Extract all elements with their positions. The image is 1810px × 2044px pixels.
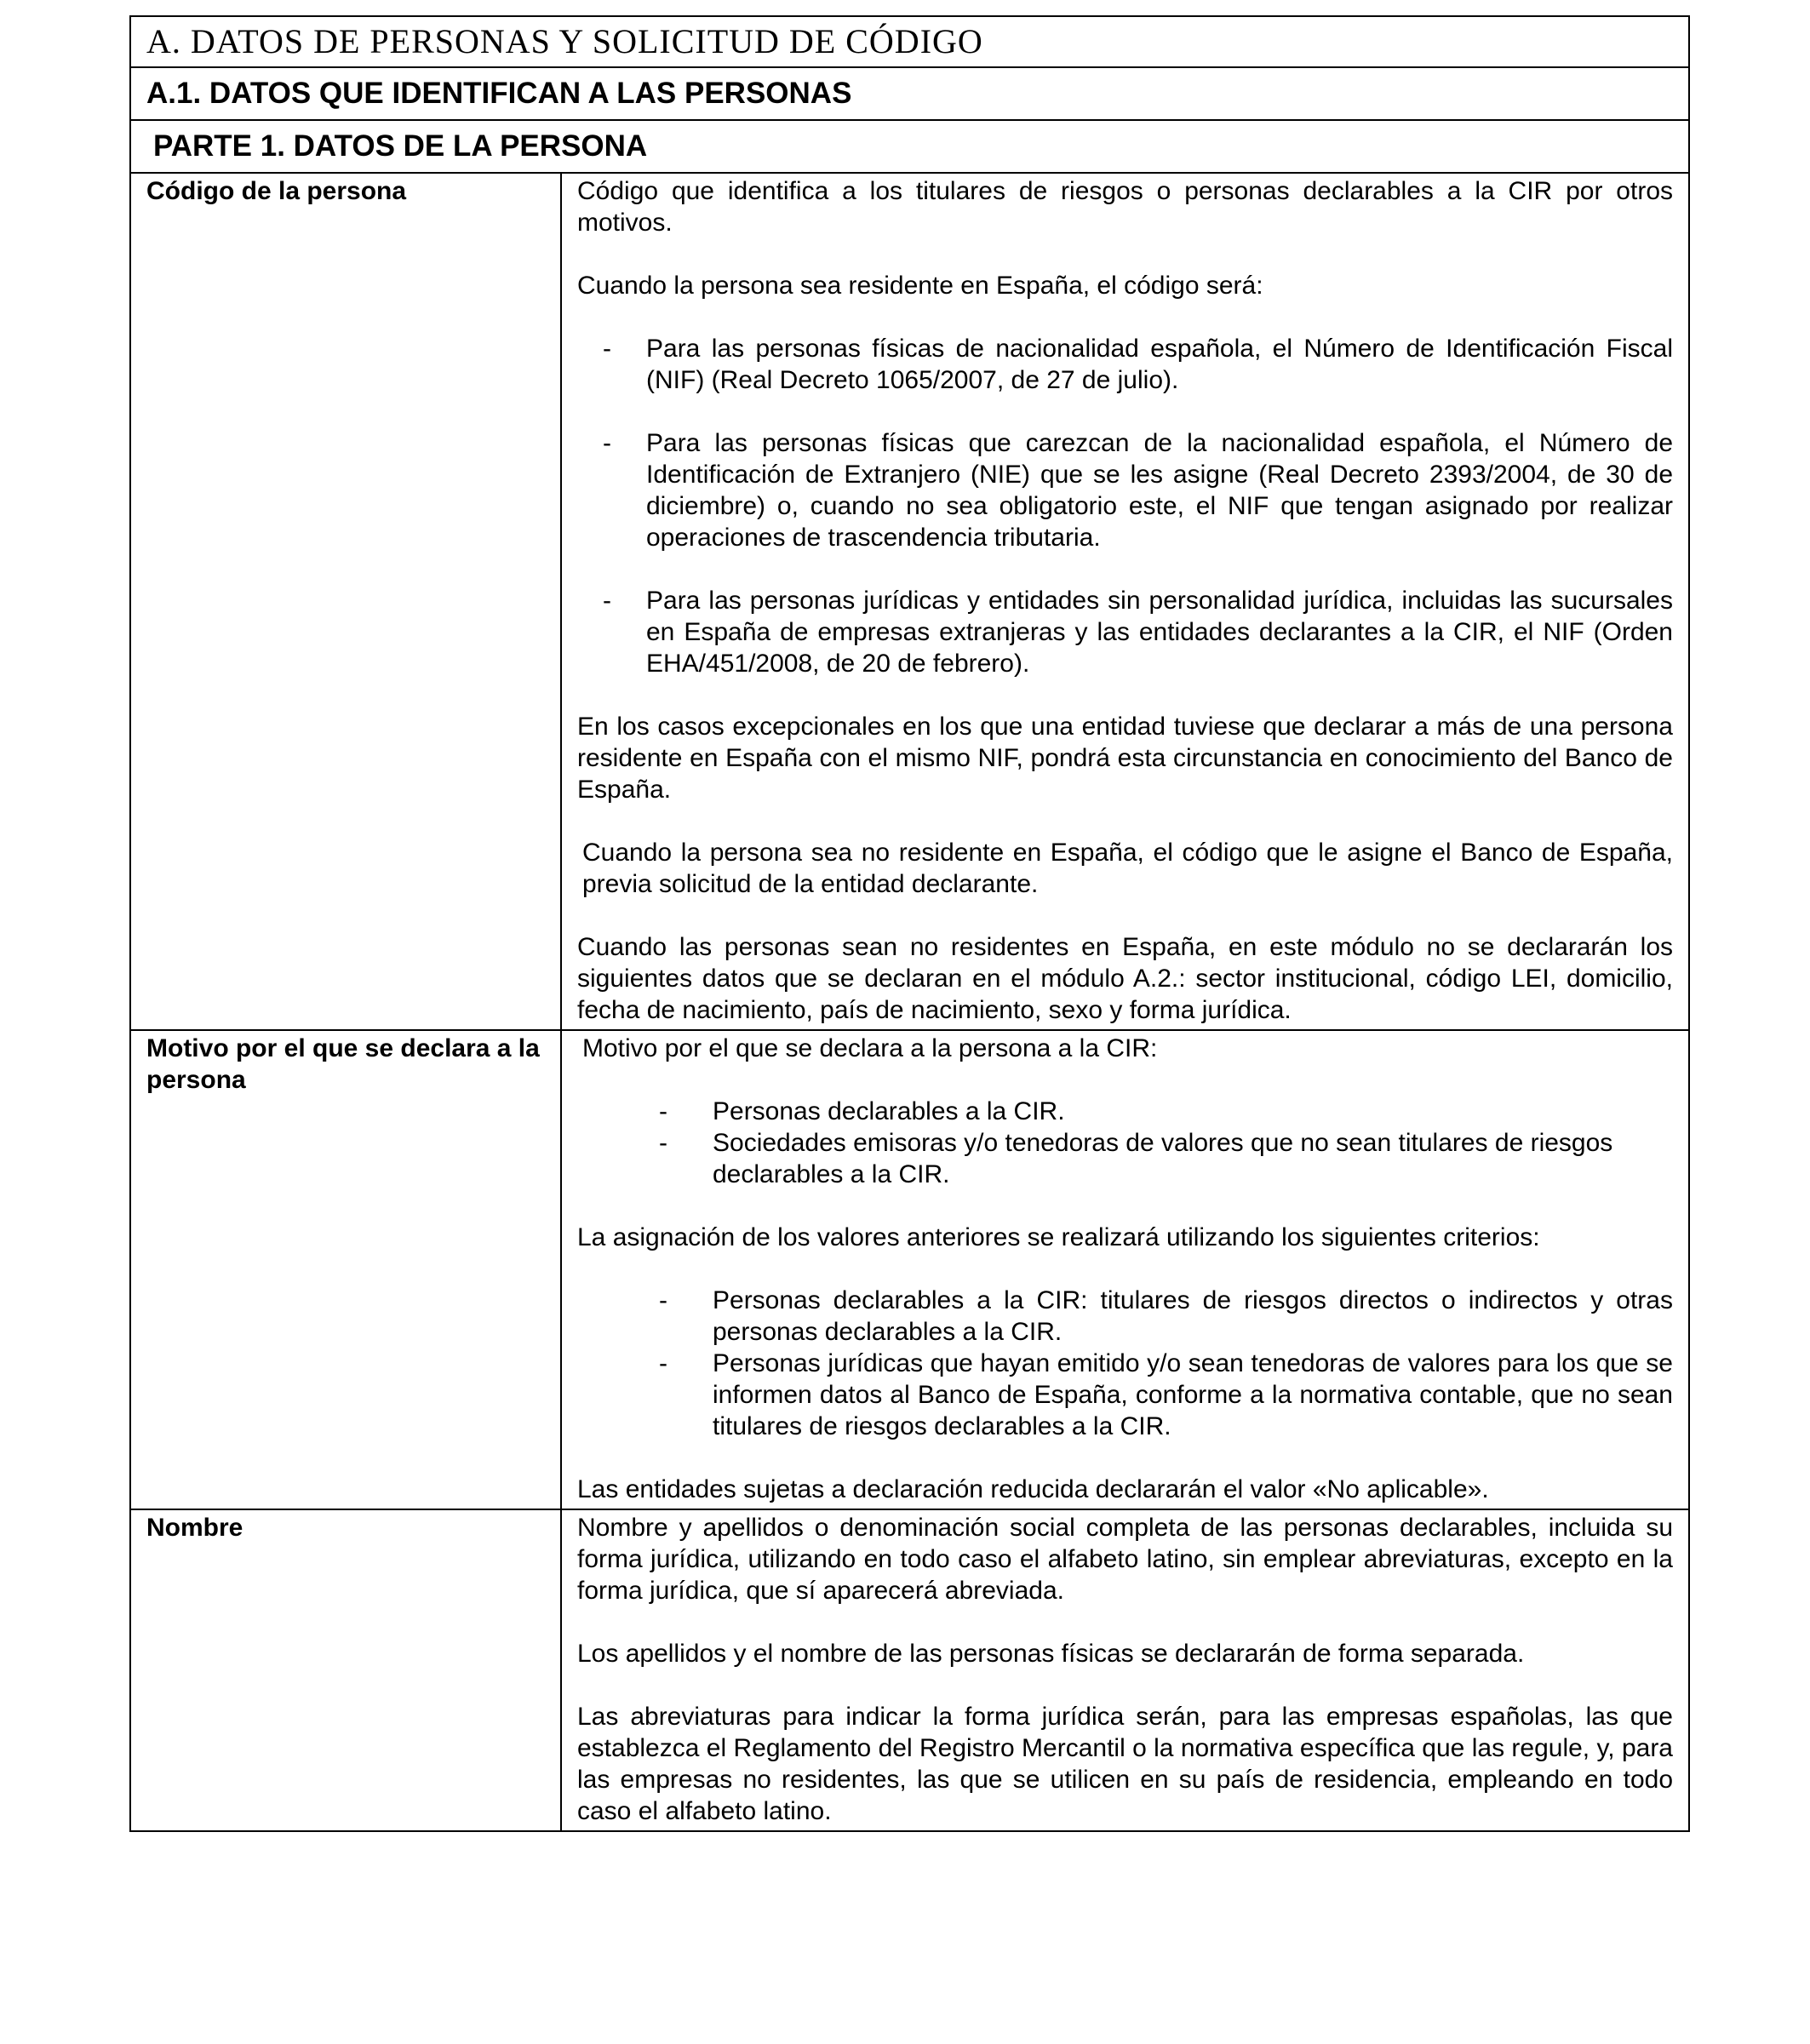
fields-table xyxy=(129,172,1690,1832)
paragraph: Las abreviaturas para indicar la forma jurídica serán, para las empresas españolas, las que establezca el Reglamento del Registro Mercantil o la normativa específica que las regule, y, para las empresas no residentes, las que se utilicen en su país de residencia, empleando en todo caso el alfabeto latino. xyxy=(577,1703,1673,1825)
table-row xyxy=(130,1509,1689,1831)
list-item: - Personas declarables a la CIR. xyxy=(659,1097,1065,1125)
header-table xyxy=(129,15,1690,174)
paragraph: Nombre y apellidos o denominación social completa de las personas declarables, incluida su forma jurídica, utilizando en todo caso el alfabeto latino, sin emplear abreviaturas, excepto en la forma jurídica, que sí aparecerá abreviada. xyxy=(577,1514,1673,1605)
paragraph: Motivo por el que se declara a la persona a la CIR: xyxy=(582,1034,1158,1062)
list-item: - Sociedades emisoras y/o tenedoras de valores que no sean titulares de riesgos declarables a la CIR. xyxy=(659,1129,1613,1188)
table-row xyxy=(130,1030,1689,1509)
paragraph: Las entidades sujetas a declaración reducida declararán el valor «No aplicable». xyxy=(577,1475,1489,1503)
dash-list xyxy=(577,333,1673,679)
paragraph: La asignación de los valores anteriores se realizará utilizando los siguientes criterios: xyxy=(577,1223,1540,1251)
table-row xyxy=(130,173,1689,1030)
field-description xyxy=(561,1030,1689,1509)
document-page xyxy=(129,15,1690,1832)
subsection-title: A.1. DATOS QUE IDENTIFICAN A LAS PERSONAS xyxy=(130,67,1689,120)
field-description xyxy=(561,1509,1689,1831)
field-name: Código de la persona xyxy=(130,173,561,1030)
section-title: A. DATOS DE PERSONAS Y SOLICITUD DE CÓDIGO xyxy=(130,16,1689,67)
paragraph: En los casos excepcionales en los que una entidad tuviese que declarar a más de una persona residente en España con el mismo NIF, pondrá esta circunstancia en conocimiento del Banco de España. xyxy=(577,713,1673,804)
paragraph: Cuando la persona sea no residente en España, el código que le asigne el Banco de España, previa solicitud de la entidad declarante. xyxy=(582,839,1673,898)
paragraph: Código que identifica a los titulares de riesgos o personas declarables a la CIR por otros motivos. xyxy=(577,177,1673,237)
paragraph: Cuando la persona sea residente en España, el código será: xyxy=(577,272,1263,300)
field-description xyxy=(561,173,1689,1030)
list-item: - Personas jurídicas que hayan emitido y/o sean tenedoras de valores para los que se informen datos al Banco de España, conforme a la normativa contable, que no sean titulares de riesgos declarables a la CIR. xyxy=(659,1349,1673,1440)
dash-list xyxy=(577,1096,1673,1190)
field-name: Motivo por el que se declara a la persona xyxy=(130,1030,561,1509)
dash-list xyxy=(577,1285,1673,1442)
part-title: PARTE 1. DATOS DE LA PERSONA xyxy=(130,120,1689,173)
field-name: Nombre xyxy=(130,1509,561,1831)
paragraph: Cuando las personas sean no residentes en España, en este módulo no se declararán los siguientes datos que se declaran en el módulo A.2.: sector institucional, código LEI, domicilio, fecha de nacimiento, país de nacimiento, sexo y forma jurídica. xyxy=(577,933,1673,1024)
list-item: - Para las personas físicas de nacionalidad española, el Número de Identificación Fiscal (NIF) (Real Decreto 1065/2007, de 27 de julio). xyxy=(603,335,1673,394)
paragraph: Los apellidos y el nombre de las personas físicas se declararán de forma separada. xyxy=(577,1640,1525,1668)
list-item: - Personas declarables a la CIR: titulares de riesgos directos o indirectos y otras personas declarables a la CIR. xyxy=(659,1286,1673,1346)
list-item: - Para las personas jurídicas y entidades sin personalidad jurídica, incluidas las sucursales en España de empresas extranjeras y las entidades declarantes a la CIR, el NIF (Orden EHA/451/2008, de 20 de febrero). xyxy=(603,587,1673,678)
list-item: - Para las personas físicas que carezcan de la nacionalidad española, el Número de Identificación de Extranjero (NIE) que se les asigne (Real Decreto 2393/2004, de 30 de diciembre) o, cuando no sea obligatorio este, el NIF que tengan asignado por realizar operaciones de trascendencia tributaria. xyxy=(603,429,1673,552)
